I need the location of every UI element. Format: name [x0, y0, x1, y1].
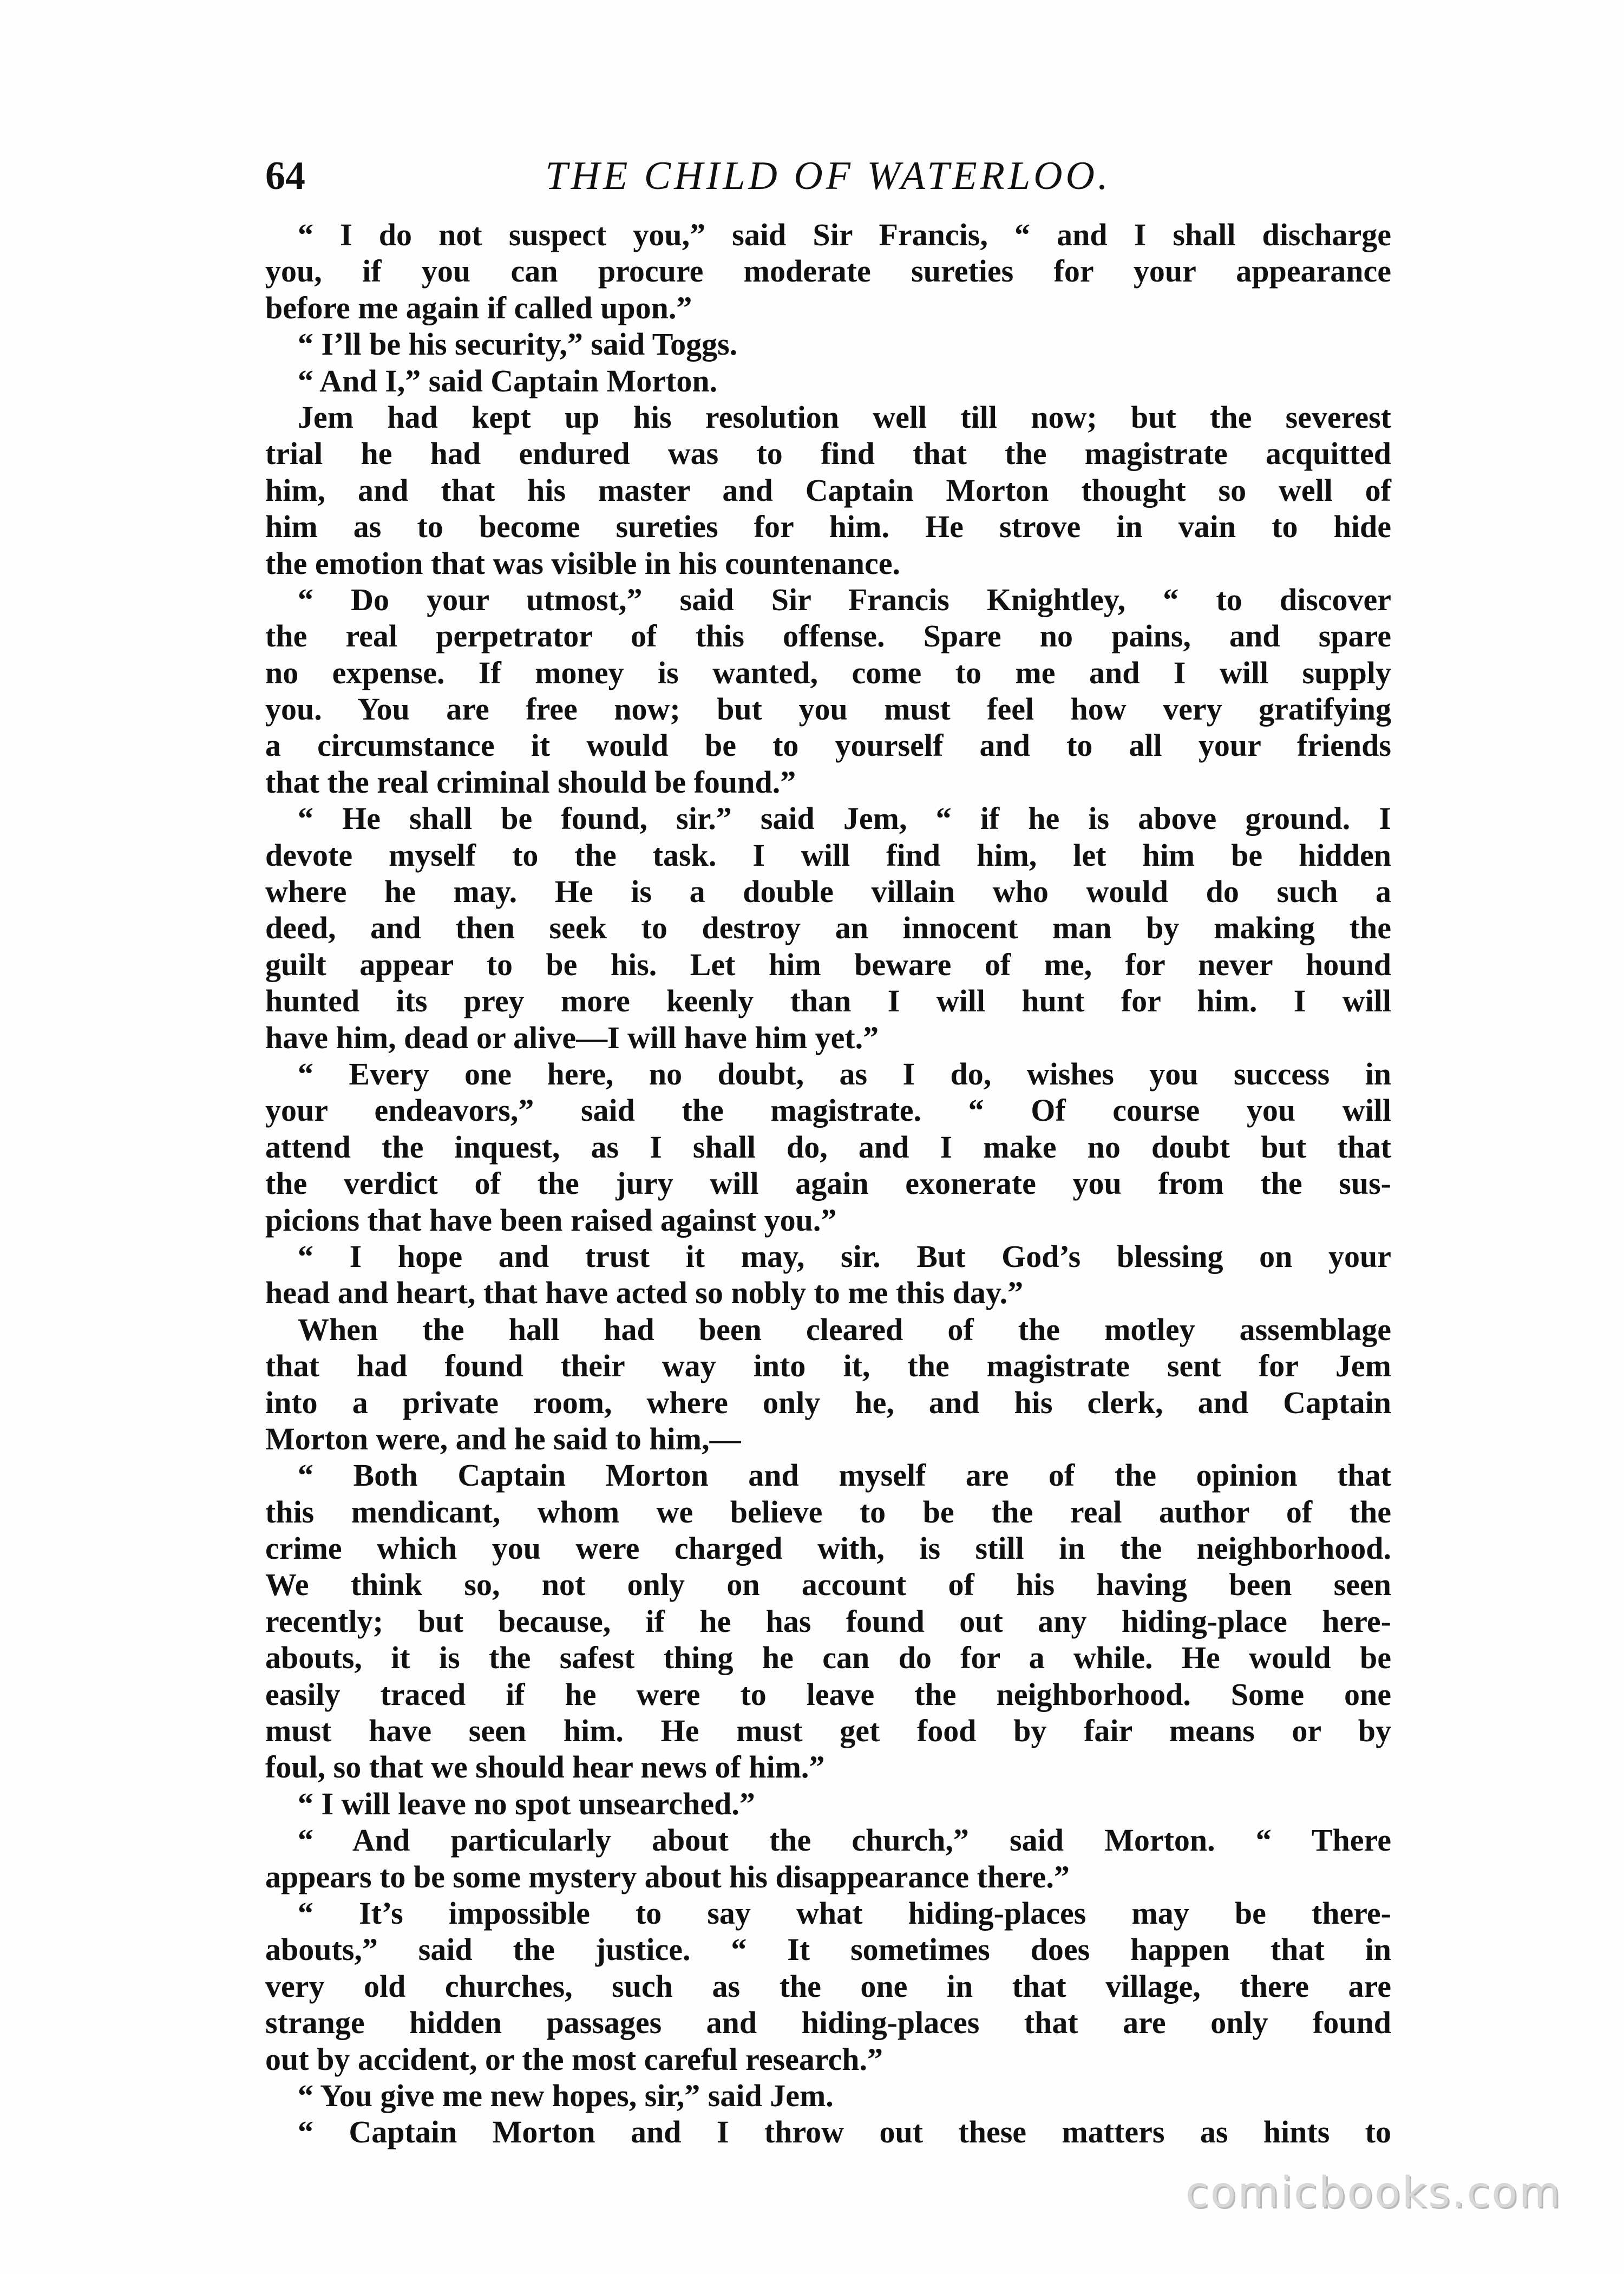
text-line: that had found their way into it, the magistrate sent for Jem: [265, 1348, 1391, 1384]
text-line: Jem had kept up his resolution well till now; but the severest: [298, 399, 1391, 435]
page-number: 64: [265, 154, 305, 198]
text-line: devote myself to the task. I will find him, let him be hidden: [265, 837, 1391, 873]
text-line: easily traced if he were to leave the neighborhood. Some one: [265, 1676, 1391, 1712]
text-line: abouts,” said the justice. “ It sometimes does happen that in: [265, 1932, 1391, 1968]
text-line: “ And particularly about the church,” said Morton. “ There: [298, 1822, 1391, 1858]
watermark: comicbooks.com: [1185, 2168, 1562, 2217]
text-line: have him, dead or alive—I will have him yet.”: [265, 1020, 879, 1055]
text-line: hunted its prey more keenly than I will hunt for him. I will: [265, 983, 1391, 1019]
text-line: abouts, it is the safest thing he can do for a while. He would be: [265, 1640, 1391, 1676]
running-title: THE CHILD OF WATERLOO.: [545, 154, 1111, 198]
text-line: “ Captain Morton and I throw out these matters as hints to: [298, 2114, 1391, 2150]
text-line: you, if you can procure moderate sureties for your appearance: [265, 253, 1391, 289]
text-line: the verdict of the jury will again exonerate you from the sus-: [265, 1166, 1391, 1201]
text-line: strange hidden passages and hiding-places that are only found: [265, 2005, 1391, 2041]
text-line: head and heart, that have acted so nobly to me this day.”: [265, 1275, 1024, 1311]
text-line: you. You are free now; but you must feel how very gratifying: [265, 691, 1391, 727]
text-line: foul, so that we should hear news of him.”: [265, 1749, 825, 1785]
text-line: “ Every one here, no doubt, as I do, wishes you success in: [298, 1056, 1391, 1092]
text-line: We think so, not only on account of his having been seen: [265, 1567, 1391, 1603]
text-line: “ I hope and trust it may, sir. But God’s blessing on your: [298, 1238, 1391, 1274]
text-line: “ I will leave no spot unsearched.”: [298, 1786, 755, 1821]
text-line: the real perpetrator of this offense. Spare no pains, and spare: [265, 618, 1391, 654]
text-line: Morton were, and he said to him,—: [265, 1421, 741, 1456]
text-line: guilt appear to be his. Let him beware of me, for never hound: [265, 946, 1391, 982]
text-line: “ He shall be found, sir.” said Jem, “ if he is above ground. I: [298, 801, 1391, 837]
text-line: “ I do not suspect you,” said Sir Francis, “ and I shall discharge: [298, 217, 1391, 252]
text-line: “ Do your utmost,” said Sir Francis Knightley, “ to discover: [298, 581, 1391, 617]
text-line: When the hall had been cleared of the motley assemblage: [298, 1311, 1391, 1347]
text-line: “ You give me new hopes, sir,” said Jem.: [298, 2077, 834, 2113]
text-line: your endeavors,” said the magistrate. “ Of course you will: [265, 1093, 1391, 1128]
text-line: a circumstance it would be to yourself and to all your friends: [265, 728, 1391, 763]
page-header: [265, 146, 1391, 206]
text-line: into a private room, where only he, and his clerk, and Captain: [265, 1384, 1391, 1420]
text-line: recently; but because, if he has found out any hiding-place here-: [265, 1603, 1391, 1639]
text-line: out by accident, or the most careful research.”: [265, 2041, 883, 2077]
text-line: him as to become sureties for him. He strove in vain to hide: [265, 509, 1391, 545]
text-line: where he may. He is a double villain who would do such a: [265, 874, 1391, 910]
text-line: very old churches, such as the one in that village, there are: [265, 1968, 1391, 2004]
text-line: before me again if called upon.”: [265, 290, 692, 325]
text-line: “ I’ll be his security,” said Toggs.: [298, 326, 738, 362]
text-line: “ Both Captain Morton and myself are of the opinion that: [298, 1458, 1391, 1493]
text-line: must have seen him. He must get food by fair means or by: [265, 1713, 1391, 1749]
text-line: “ It’s impossible to say what hiding-places may be there-: [298, 1895, 1391, 1931]
text-line: that the real criminal should be found.”: [265, 764, 796, 800]
text-line: the emotion that was visible in his countenance.: [265, 545, 900, 581]
text-line: attend the inquest, as I shall do, and I make no doubt but that: [265, 1129, 1391, 1165]
text-line: deed, and then seek to destroy an innocent man by making the: [265, 910, 1391, 946]
text-line: appears to be some mystery about his disappearance there.”: [265, 1859, 1070, 1894]
text-line: trial he had endured was to find that the magistrate acquitted: [265, 436, 1391, 472]
text-line: this mendicant, whom we believe to be the real author of the: [265, 1494, 1391, 1530]
text-line: crime which you were charged with, is still in the neighborhood.: [265, 1531, 1391, 1566]
text-line: “ And I,” said Captain Morton.: [298, 363, 718, 398]
text-line: him, and that his master and Captain Morton thought so well of: [265, 472, 1391, 508]
text-line: picions that have been raised against you.”: [265, 1202, 837, 1238]
text-line: no expense. If money is wanted, come to me and I will supply: [265, 655, 1391, 690]
body-text: [265, 217, 1391, 2151]
